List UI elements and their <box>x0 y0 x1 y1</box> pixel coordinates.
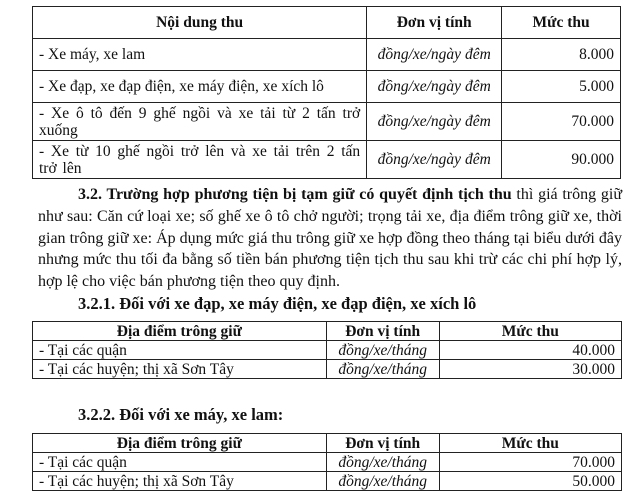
row-content: - Xe đạp, xe đạp điện, xe máy điện, xe xích lô <box>33 71 367 103</box>
row-amount: 90.000 <box>502 141 621 179</box>
row-unit: đồng/xe/tháng <box>326 472 439 491</box>
row-unit: đồng/xe/ngày đêm <box>367 39 502 71</box>
section-3-2-body: thì giá trông giữ như sau: Căn cứ loại xe; số ghế xe ô tô chở người; trọng tải xe, địa điểm trông giữ xe, thời gian trông giữ xe: Áp dụng mức giá thu trông giữ xe hợp đồng theo tháng tại biểu dưới đây nhưng mức thu tối đa bằng số tiền bán phương tiện tịch thu sau khi trừ các chi phí hợp lý, hợp lệ cho việc bán phương tiện theo quy định. <box>38 186 623 291</box>
table-header-row <box>33 434 622 453</box>
row-unit: đồng/xe/ngày đêm <box>367 141 502 179</box>
header-amount: Mức thu <box>502 7 621 39</box>
table-row <box>33 472 622 491</box>
fee-table-daily <box>32 6 621 179</box>
fee-table-bicycle <box>32 321 622 379</box>
row-location: - Tại các quận <box>33 453 327 472</box>
table-row <box>33 141 621 179</box>
header-amount: Mức thu <box>439 322 621 341</box>
table-row <box>33 341 622 360</box>
row-amount: 70.000 <box>502 103 621 141</box>
row-amount: 8.000 <box>502 39 621 71</box>
row-unit: đồng/xe/tháng <box>326 360 439 379</box>
table-row <box>33 71 621 103</box>
row-content: - Xe từ 10 ghế ngồi trở lên và xe tải trên 2 tấn trở lên <box>33 141 367 179</box>
table-header-row <box>33 7 621 39</box>
table-row <box>33 360 622 379</box>
row-content: - Xe ô tô đến 9 ghế ngồi và xe tải từ 2 tấn trở xuống <box>33 103 367 141</box>
row-location: - Tại các quận <box>33 341 327 360</box>
row-amount: 5.000 <box>502 71 621 103</box>
row-location: - Tại các huyện; thị xã Sơn Tây <box>33 360 327 379</box>
table-row <box>33 39 621 71</box>
header-location: Địa điểm trông giữ <box>33 322 327 341</box>
row-amount: 40.000 <box>439 341 621 360</box>
row-unit: đồng/xe/ngày đêm <box>367 71 502 103</box>
header-unit: Đơn vị tính <box>367 7 502 39</box>
row-unit: đồng/xe/tháng <box>326 341 439 360</box>
row-unit: đồng/xe/tháng <box>326 453 439 472</box>
header-content: Nội dung thu <box>33 7 367 39</box>
row-amount: 50.000 <box>439 472 621 491</box>
section-3-2-lead: 3.2. Trường hợp phương tiện bị tạm giữ có quyết định tịch thu <box>78 186 512 203</box>
row-amount: 30.000 <box>439 360 621 379</box>
row-unit: đồng/xe/ngày đêm <box>367 103 502 141</box>
section-3-2-paragraph <box>38 184 622 293</box>
row-amount: 70.000 <box>439 453 621 472</box>
section-3-2-1-heading: 3.2.1. Đối với xe đạp, xe máy điện, xe đạp điện, xe xích lô <box>78 294 477 313</box>
table-header-row <box>33 322 622 341</box>
header-unit: Đơn vị tính <box>326 434 439 453</box>
table-row <box>33 103 621 141</box>
fee-table-motorbike <box>32 433 622 491</box>
header-unit: Đơn vị tính <box>326 322 439 341</box>
header-amount: Mức thu <box>439 434 621 453</box>
table-row <box>33 453 622 472</box>
row-content: - Xe máy, xe lam <box>33 39 367 71</box>
section-3-2-2-heading: 3.2.2. Đối với xe máy, xe lam: <box>78 405 284 424</box>
header-location: Địa điểm trông giữ <box>33 434 327 453</box>
row-location: - Tại các huyện; thị xã Sơn Tây <box>33 472 327 491</box>
